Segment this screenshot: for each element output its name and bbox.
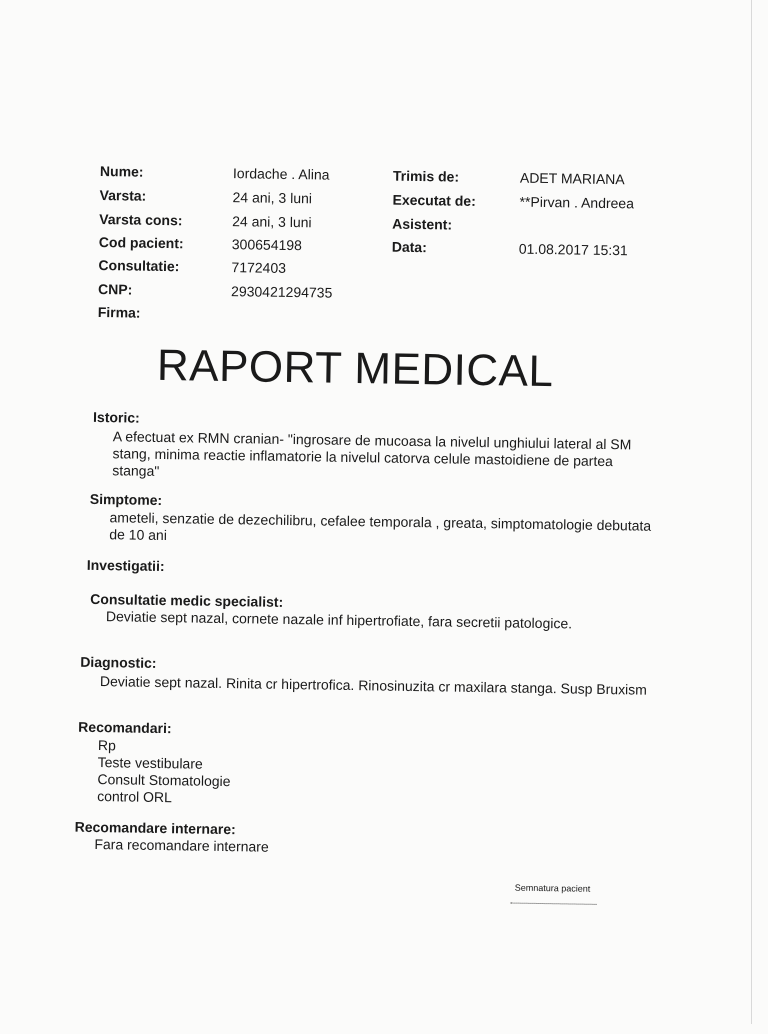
asistent-label: Asistent: (392, 215, 453, 233)
trimis-label: Trimis de: (392, 167, 460, 185)
cnp-label: CNP: (98, 280, 133, 298)
firma-label: Firma: (97, 303, 141, 321)
data-value: 01.08.2017 15:31 (518, 240, 628, 259)
data-label: Data: (391, 238, 427, 256)
diagnostic-label: Diagnostic: (80, 653, 157, 671)
istoric-text: A efectuat ex RMN cranian- "ingrosare de mucoasa la nivelul unghiului lateral al SM stang, minima reactie inflamatorie la nivelul catorva celule mastoidiene de partea stanga" (112, 428, 632, 479)
istoric-label: Istoric: (92, 408, 140, 426)
signature-label: Semnatura pacient (514, 882, 591, 894)
cnp-value: 2930421294735 (230, 283, 333, 301)
investigatii-label: Investigatii: (86, 556, 165, 575)
consultatie-value: 7172403 (231, 259, 287, 276)
varsta-value: 24 ani, 3 luni (232, 189, 313, 207)
executat-value: **Pirvan . Andreea (519, 193, 635, 212)
consultatie-specialist-text: Deviatie sept nazal, cornete nazale inf hipertrofiate, fara secretii patologice. (105, 608, 573, 632)
executat-label: Executat de: (392, 191, 476, 209)
varsta-label: Varsta: (99, 186, 147, 204)
recomandare-internare-text: Fara recomandare internare (94, 835, 269, 855)
report-title: RAPORT MEDICAL (156, 340, 554, 397)
simptome-label: Simptome: (89, 490, 163, 509)
varsta-cons-label: Varsta cons: (99, 210, 183, 229)
recomandare-internare-label: Recomandare internare: (74, 818, 236, 838)
simptome-text: ameteli, senzatie de dezechilibru, cefalee temporala , greata, simptomatologie debutata de 10 ani (109, 509, 652, 544)
signature-line (511, 903, 597, 905)
diagnostic-text: Deviatie sept nazal. Rinita cr hipertrofica. Rinosinuzita cr maxilara stanga. Susp Bruxism (99, 673, 648, 698)
nume-label: Nume: (99, 163, 144, 180)
cod-pacient-label: Cod pacient: (98, 233, 184, 252)
trimis-value: ADET MARIANA (519, 169, 625, 188)
consultatie-specialist-label: Consultatie medic specialist: (90, 590, 284, 610)
recomandari-text: Rp Teste vestibulare Consult Stomatologie control ORL (97, 737, 231, 806)
cod-pacient-value: 300654198 (231, 236, 303, 254)
recomandari-label: Recomandari: (78, 718, 172, 737)
consultatie-label: Consultatie: (98, 256, 180, 275)
varsta-cons-value: 24 ani, 3 luni (232, 213, 312, 231)
nume-value: Iordache . Alina (232, 165, 330, 183)
